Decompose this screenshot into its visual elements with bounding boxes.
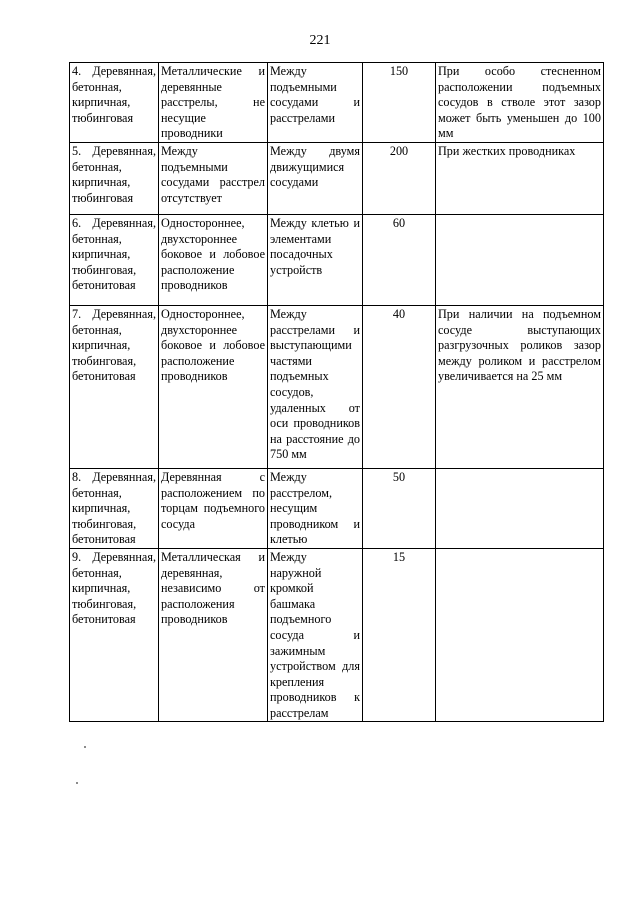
note-cell xyxy=(436,548,604,722)
table-row xyxy=(70,468,604,548)
lining-cell: 7. Деревянная, бетонная, кирпичная, тюбинговая, бетонитовая xyxy=(70,305,159,468)
between-cell: Между расстрелом, несущим проводником и клетью xyxy=(268,468,363,548)
lining-cell: 8. Деревянная, бетонная, кирпичная, тюбинговая, бетонитовая xyxy=(70,468,159,548)
scan-speck xyxy=(76,782,78,784)
gap-cell: 150 xyxy=(363,63,436,143)
fittings-cell: Одностороннее, двухстороннее боковое и лобовое расположение проводников xyxy=(159,305,268,468)
lining-cell: 5. Деревянная, бетонная, кирпичная, тюбинговая xyxy=(70,142,159,214)
clearance-table xyxy=(69,62,604,722)
gap-cell: 50 xyxy=(363,468,436,548)
note-cell xyxy=(436,468,604,548)
note-cell: При наличии на подъемном сосуде выступающих разгрузочных роликов зазор между роликом и расстрелом увеличивается на 25 мм xyxy=(436,305,604,468)
scan-speck xyxy=(84,746,86,748)
page-number: 221 xyxy=(309,33,331,48)
table-row xyxy=(70,548,604,722)
table-row xyxy=(70,142,604,214)
table-row xyxy=(70,305,604,468)
gap-cell: 200 xyxy=(363,142,436,214)
between-cell: Между расстрелами и выступающими частями подъемных сосудов, удаленных от оси проводников на расстояние до 750 мм xyxy=(268,305,363,468)
fittings-cell: Металлическая и деревянная, независимо от расположения проводников xyxy=(159,548,268,722)
lining-cell: 6. Деревянная, бетонная, кирпичная, тюбинговая, бетонитовая xyxy=(70,214,159,305)
fittings-cell: Деревянная с расположением по торцам подъемного сосуда xyxy=(159,468,268,548)
gap-cell: 40 xyxy=(363,305,436,468)
between-cell: Между клетью и элементами посадочных устройств xyxy=(268,214,363,305)
between-cell: Между наружной кромкой башмака подъемного сосуда и зажимным устройством для крепления проводников к расстрелам xyxy=(268,548,363,722)
lining-cell: 9. Деревянная, бетонная, кирпичная, тюбинговая, бетонитовая xyxy=(70,548,159,722)
between-cell: Между двумя движущимися сосудами xyxy=(268,142,363,214)
note-cell xyxy=(436,214,604,305)
gap-cell: 60 xyxy=(363,214,436,305)
note-cell: При особо стесненном расположении подъемных сосудов в стволе этот зазор может быть уменьшен до 100 мм xyxy=(436,63,604,143)
between-cell: Между подъемными сосудами и расстрелами xyxy=(268,63,363,143)
table-row xyxy=(70,214,604,305)
fittings-cell: Между подъемными сосудами расстрел отсутствует xyxy=(159,142,268,214)
fittings-cell: Одностороннее, двухстороннее боковое и лобовое расположение проводников xyxy=(159,214,268,305)
lining-cell: 4. Деревянная, бетонная, кирпичная, тюбинговая xyxy=(70,63,159,143)
note-cell: При жестких проводниках xyxy=(436,142,604,214)
table-row xyxy=(70,63,604,143)
gap-cell: 15 xyxy=(363,548,436,722)
fittings-cell: Металлические и деревянные расстрелы, не несущие проводники xyxy=(159,63,268,143)
